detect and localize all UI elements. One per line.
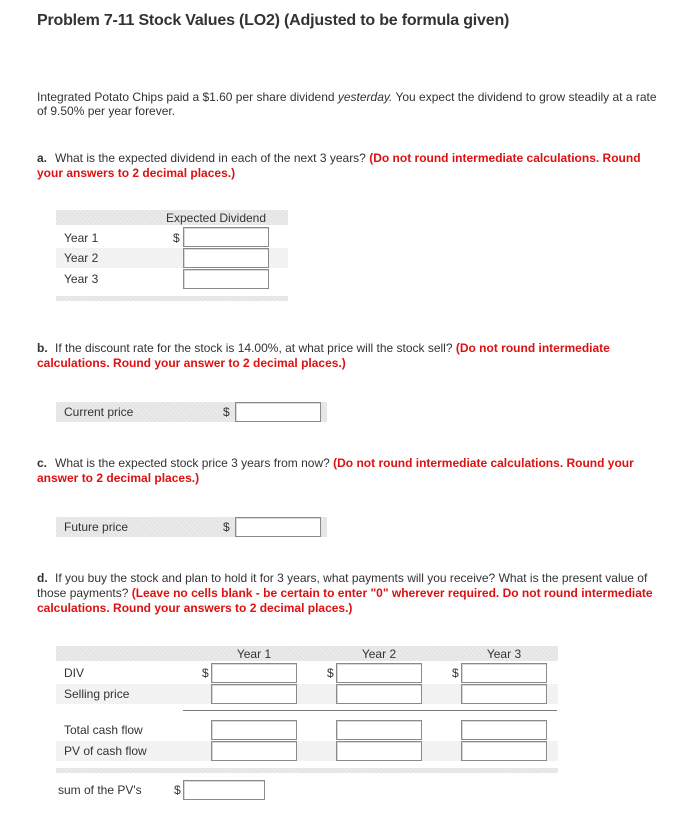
question-d-instruction: (Leave no cells blank - be certain to enter "0" wherever required. Do not round intermediate calculations. Round your answers to 2 decimal places.) <box>37 586 653 615</box>
sum-of-pvs-label: sum of the PV's <box>58 783 142 797</box>
current-price-label: Current price <box>64 405 134 419</box>
pv-cash-flow-year-2-input[interactable] <box>336 741 422 761</box>
selling-price-year-1-input[interactable] <box>211 684 297 704</box>
pv-cash-flow-year-1-input[interactable] <box>211 741 297 761</box>
row-label-selling-price: Selling price <box>64 687 130 701</box>
div-year-3-currency: $ <box>452 666 459 680</box>
div-year-1-currency: $ <box>202 666 209 680</box>
expected-dividend-year-3-input[interactable] <box>183 269 269 289</box>
table-a-row-year-1: Year 1 <box>64 231 99 245</box>
problem-intro <box>37 90 657 118</box>
page-title: Problem 7-11 Stock Values (LO2) (Adjusted to be formula given) <box>37 12 510 29</box>
question-a <box>37 151 662 181</box>
question-d-text: If you buy the stock and plan to hold it for 3 years, what payments will you receive? What is the present value of those payments? <box>37 571 648 600</box>
table-d-footer-bar <box>56 768 558 773</box>
subtotal-divider <box>183 710 557 711</box>
question-d-letter: d. <box>37 571 48 585</box>
question-c-instruction: (Do not round intermediate calculations. Round your answer to 2 decimal places.) <box>37 456 634 485</box>
selling-price-year-3-input[interactable] <box>461 684 547 704</box>
total-cash-flow-year-3-input[interactable] <box>461 720 547 740</box>
selling-price-year-2-input[interactable] <box>336 684 422 704</box>
future-price-label: Future price <box>64 520 129 534</box>
future-price-currency: $ <box>223 520 230 534</box>
intro-text-2: You expect the dividend to grow steadily at a rate of 9.50% per year forever. <box>37 90 657 118</box>
total-cash-flow-year-1-input[interactable] <box>211 720 297 740</box>
question-c-text: What is the expected stock price 3 years from now? <box>55 456 334 470</box>
question-a-letter: a. <box>37 151 48 165</box>
current-price-currency: $ <box>223 405 230 419</box>
question-a-text: What is the expected dividend in each of the next 3 years? <box>55 151 370 165</box>
table-a-footer-bar <box>56 296 288 301</box>
row-label-total-cash-flow: Total cash flow <box>64 723 143 737</box>
table-a-row-year-2: Year 2 <box>64 251 99 265</box>
row-label-div: DIV <box>64 666 85 680</box>
table-a-row-year-3: Year 3 <box>64 272 99 286</box>
sum-of-pvs-input[interactable] <box>183 780 265 800</box>
expected-dividend-header: Expected Dividend <box>165 211 267 225</box>
sum-of-pvs-currency: $ <box>174 783 181 797</box>
future-price-input[interactable] <box>235 517 321 537</box>
col-header-year-3: Year 3 <box>486 647 522 661</box>
total-cash-flow-year-2-input[interactable] <box>336 720 422 740</box>
row-label-pv-of-cash-flow: PV of cash flow <box>64 744 147 758</box>
intro-text-1: Integrated Potato Chips paid a $1.60 per share dividend <box>37 90 338 104</box>
question-a-instruction: (Do not round intermediate calculations. Round your answers to 2 decimal places.) <box>37 151 641 180</box>
col-header-year-2: Year 2 <box>361 647 397 661</box>
div-year-2-input[interactable] <box>336 663 422 683</box>
question-b-text: If the discount rate for the stock is 14.00%, at what price will the stock sell? <box>55 341 456 355</box>
question-c <box>37 456 662 486</box>
div-year-1-input[interactable] <box>211 663 297 683</box>
intro-emphasis: yesterday. <box>337 90 393 104</box>
payments-table <box>56 646 560 806</box>
question-c-letter: c. <box>37 456 48 470</box>
div-year-2-currency: $ <box>327 666 334 680</box>
div-year-3-input[interactable] <box>461 663 547 683</box>
question-d <box>37 571 662 616</box>
table-a-currency: $ <box>173 231 180 245</box>
current-price-input[interactable] <box>235 402 321 422</box>
question-b-letter: b. <box>37 341 48 355</box>
question-b-instruction: (Do not round intermediate calculations. Round your answer to 2 decimal places.) <box>37 341 610 370</box>
expected-dividend-year-2-input[interactable] <box>183 248 269 268</box>
pv-cash-flow-year-3-input[interactable] <box>461 741 547 761</box>
question-b <box>37 341 662 371</box>
expected-dividend-year-1-input[interactable] <box>183 227 269 247</box>
col-header-year-1: Year 1 <box>236 647 272 661</box>
expected-dividend-table <box>56 210 290 302</box>
